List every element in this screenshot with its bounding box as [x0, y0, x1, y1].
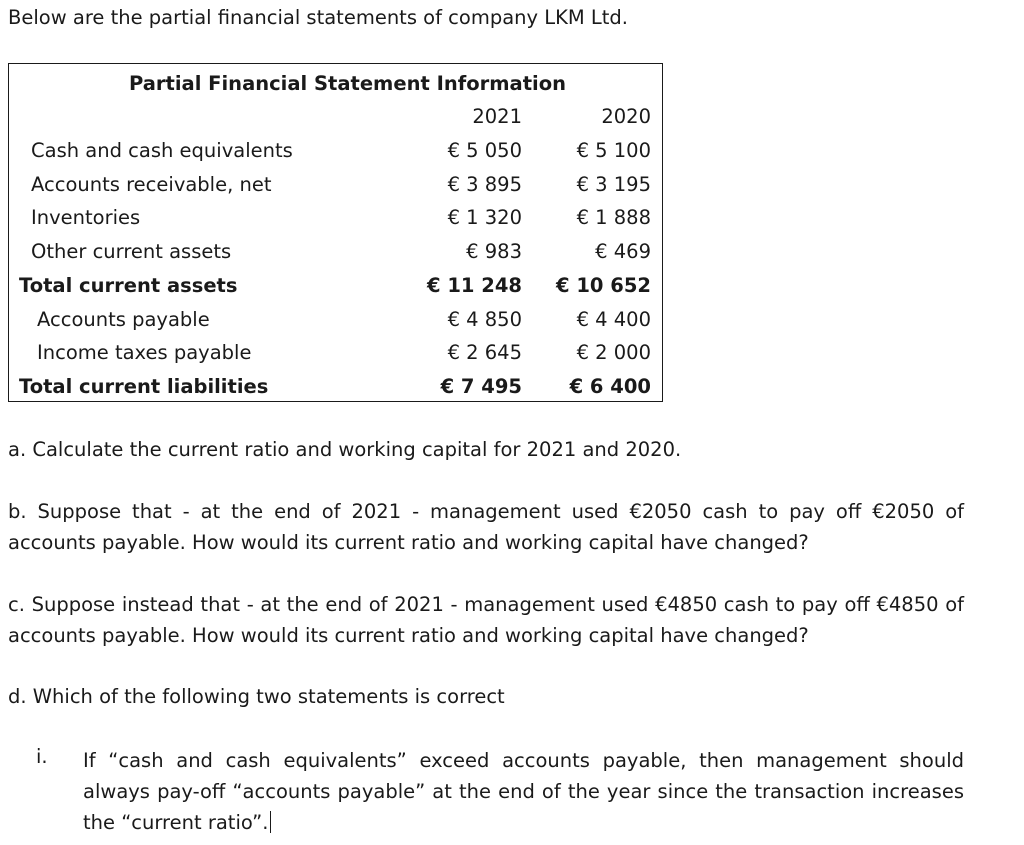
row-total-current-liabilities-2021: € 7 495: [440, 375, 522, 398]
row-cash-2020: € 5 100: [576, 139, 651, 162]
row-accounts-payable-2020: € 4 400: [576, 308, 651, 331]
question-a: a. Calculate the current ratio and working capital for 2021 and 2020.: [8, 438, 682, 461]
question-d: d. Which of the following two statements is correct: [8, 685, 505, 708]
statement-number: i.: [36, 745, 48, 768]
table-title: Partial Financial Statement Information: [129, 72, 566, 95]
row-inventories-2020: € 1 888: [576, 206, 651, 229]
intro-text: Below are the partial financial statements of company LKM Ltd.: [8, 6, 629, 29]
text-cursor: [270, 811, 271, 833]
question-b: b. Suppose that - at the end of 2021 - management used €2050 cash to pay off €2050 of accounts payable. How would its current ratio and working capital have changed?: [8, 500, 964, 554]
row-accounts-payable-2021: € 4 850: [447, 308, 522, 331]
row-label-total-current-assets: Total current assets: [19, 274, 238, 297]
statement-text: [83, 745, 964, 838]
row-other-assets-2020: € 469: [595, 240, 651, 263]
financial-table: [8, 63, 663, 402]
question-c: c. Suppose instead that - at the end of 2021 - management used €4850 cash to pay off €4850 of accounts payable. How would its current ratio and working capital have changed?: [8, 593, 964, 647]
row-total-current-assets-2020: € 10 652: [556, 274, 651, 297]
header-2020: 2020: [601, 105, 651, 128]
row-income-taxes-2021: € 2 645: [447, 341, 522, 364]
row-total-current-liabilities-2020: € 6 400: [569, 375, 651, 398]
row-label-accounts-payable: Accounts payable: [37, 308, 210, 331]
row-label-inventories: Inventories: [31, 206, 141, 229]
row-label-income-taxes: Income taxes payable: [37, 341, 252, 364]
row-income-taxes-2020: € 2 000: [576, 341, 651, 364]
header-2021: 2021: [472, 105, 522, 128]
row-inventories-2021: € 1 320: [447, 206, 522, 229]
statement-text-body: If “cash and cash equivalents” exceed accounts payable, then management should always pay-off “accounts payable” at the end of the year since the transaction increases the “current ratio”.: [83, 749, 964, 834]
row-receivables-2021: € 3 895: [447, 173, 522, 196]
row-receivables-2020: € 3 195: [576, 173, 651, 196]
row-other-assets-2021: € 983: [466, 240, 522, 263]
row-label-cash: Cash and cash equivalents: [31, 139, 293, 162]
row-total-current-assets-2021: € 11 248: [427, 274, 522, 297]
row-label-other-assets: Other current assets: [31, 240, 232, 263]
row-label-total-current-liabilities: Total current liabilities: [19, 375, 269, 398]
row-cash-2021: € 5 050: [447, 139, 522, 162]
row-label-receivables: Accounts receivable, net: [31, 173, 272, 196]
